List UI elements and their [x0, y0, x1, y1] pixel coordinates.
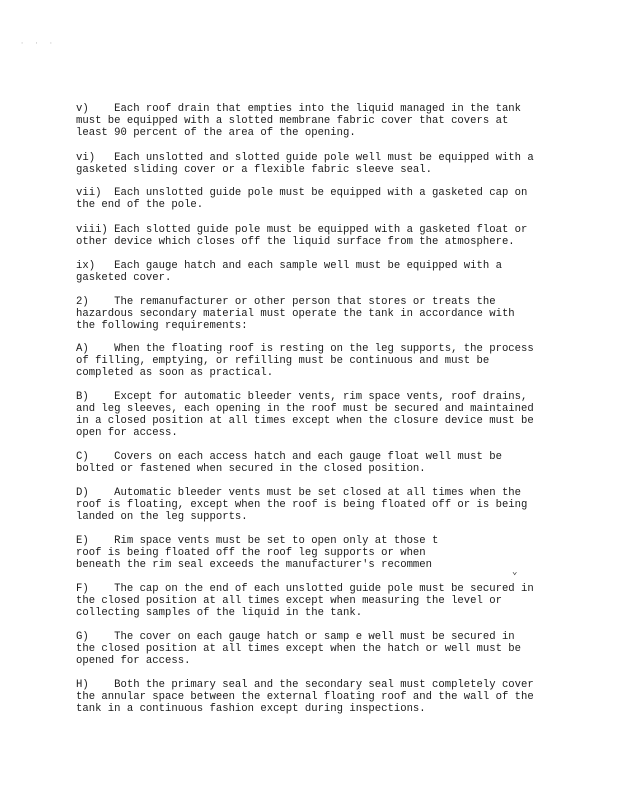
line: landed on the leg supports.	[76, 511, 248, 523]
line: B) Except for automatic bleeder vents, rim space vents, roof drains,	[76, 391, 528, 403]
line: D) Automatic bleeder vents must be set closed at all times when the	[76, 487, 522, 499]
line: roof is floating, except when the roof is being floated off or is being	[76, 499, 528, 511]
line: F) The cap on the end of each unslotted guide pole must be secured in	[76, 583, 534, 595]
line: gasketed sliding cover or a flexible fabric sleeve seal.	[76, 164, 433, 176]
line: v) Each roof drain that empties into the liquid managed in the tank	[76, 103, 522, 115]
line: gasketed cover.	[76, 272, 172, 284]
paragraph-H	[76, 679, 546, 715]
line: roof is being floated off the roof leg supports or when	[76, 547, 426, 559]
line: A) When the floating roof is resting on the leg supports, the process	[76, 343, 534, 355]
line: the end of the pole.	[76, 199, 204, 211]
paragraph-F	[76, 583, 546, 619]
paragraph-viii	[76, 224, 546, 248]
line: G) The cover on each gauge hatch or samp e well must be secured in	[76, 631, 515, 643]
line: viii) Each slotted guide pole must be equipped with a gasketed float or	[76, 224, 528, 236]
line: ix) Each gauge hatch and each sample well must be equipped with a	[76, 260, 502, 272]
line: the closed position at all times except when the hatch or well must be	[76, 643, 522, 655]
line: must be equipped with a slotted membrane fabric cover that covers at	[76, 115, 509, 127]
stray-mark: ⌄	[512, 567, 518, 577]
paragraph-B	[76, 391, 546, 439]
line: tank in a continuous fashion except during inspections.	[76, 703, 426, 715]
line: opened for access.	[76, 655, 191, 667]
line: vi) Each unslotted and slotted guide pole well must be equipped with a	[76, 152, 534, 164]
line: beneath the rim seal exceeds the manufacturer's recommen	[76, 559, 433, 571]
line: completed as soon as practical.	[76, 367, 274, 379]
scan-speck: · · ·	[20, 40, 57, 48]
line: of filling, emptying, or refilling must be continuous and must be	[76, 355, 490, 367]
line: the following requirements:	[76, 320, 248, 332]
line: other device which closes off the liquid surface from the atmosphere.	[76, 236, 515, 248]
line: 2) The remanufacturer or other person that stores or treats the	[76, 296, 496, 308]
line: the closed position at all times except when measuring the level or	[76, 595, 502, 607]
paragraph-G	[76, 631, 546, 667]
line: and leg sleeves, each opening in the roof must be secured and maintained	[76, 403, 534, 415]
line: E) Rim space vents must be set to open only at those t	[76, 535, 439, 547]
line: least 90 percent of the area of the opening.	[76, 127, 356, 139]
line: the annular space between the external floating roof and the wall of the	[76, 691, 534, 703]
line: in a closed position at all times except when the closure device must be	[76, 415, 534, 427]
line: hazardous secondary material must operate the tank in accordance with	[76, 308, 515, 320]
line: H) Both the primary seal and the secondary seal must completely cover	[76, 679, 534, 691]
paragraph-vii	[76, 187, 546, 211]
paragraph-ix	[76, 260, 546, 284]
paragraph-v	[76, 103, 546, 139]
line: bolted or fastened when secured in the closed position.	[76, 463, 426, 475]
line: vii) Each unslotted guide pole must be equipped with a gasketed cap on	[76, 187, 528, 199]
line: collecting samples of the liquid in the tank.	[76, 607, 363, 619]
paragraph-A	[76, 343, 546, 379]
paragraph-vi	[76, 152, 546, 176]
line: open for access.	[76, 427, 178, 439]
paragraph-D	[76, 487, 546, 523]
line: C) Covers on each access hatch and each gauge float well must be	[76, 451, 502, 463]
paragraph-E	[76, 535, 546, 571]
paragraph-2	[76, 296, 546, 332]
paragraph-C	[76, 451, 546, 475]
